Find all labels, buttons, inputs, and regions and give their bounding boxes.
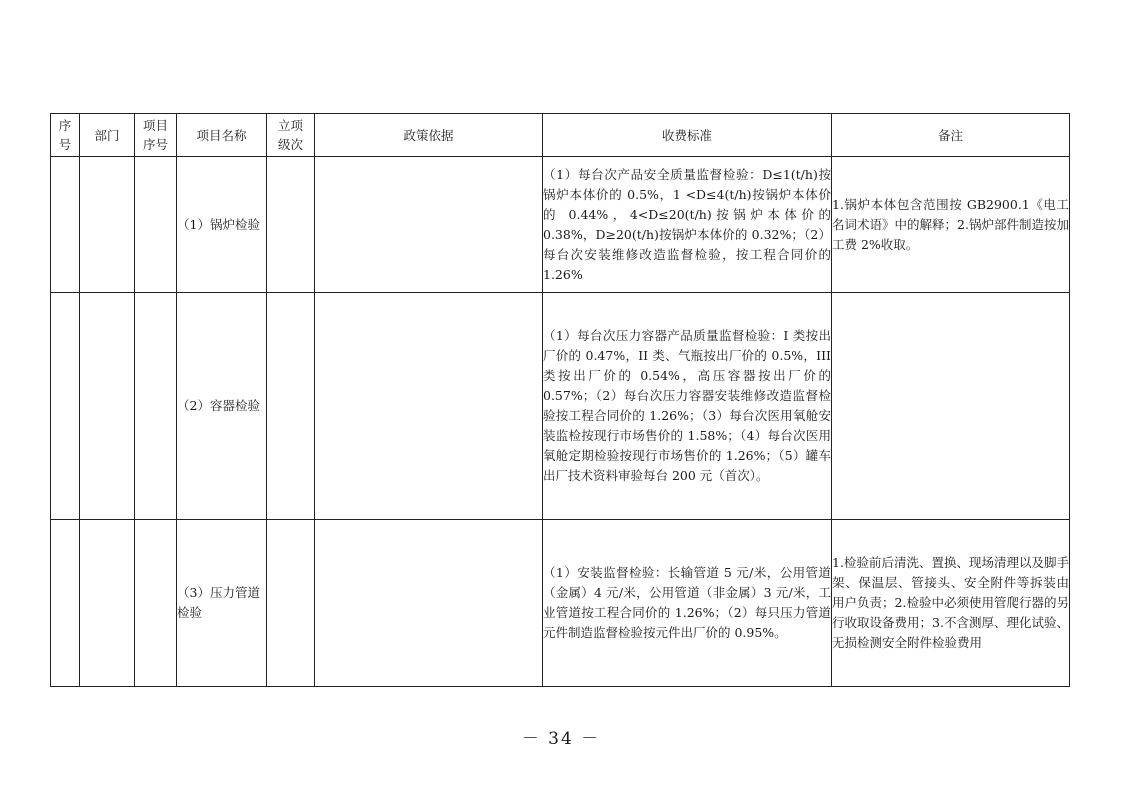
table-row: [51, 520, 1070, 687]
table-row: [51, 293, 1070, 520]
cell-approval-level: [267, 157, 315, 293]
cell-serial: [51, 293, 80, 520]
header-remarks: 备注: [832, 114, 1070, 157]
header-item-serial: 项目序号: [135, 114, 177, 157]
header-department: 部门: [80, 114, 135, 157]
header-serial: 序号: [51, 114, 80, 157]
cell-approval-level: [267, 520, 315, 687]
cell-serial: [51, 520, 80, 687]
cell-item-name: （3）压力管道检验: [177, 520, 267, 687]
cell-department: [80, 157, 135, 293]
cell-fee-standard: （1）安装监督检验：长输管道 5 元/米，公用管道（金属）4 元/米，公用管道（非金属）3 元/米，工业管道按工程合同价的 1.26%；（2）每只压力管道元件制造监督检验按元件出厂价的 0.95%。: [543, 520, 832, 687]
cell-department: [80, 293, 135, 520]
cell-department: [80, 520, 135, 687]
cell-item-serial: [135, 157, 177, 293]
cell-serial: [51, 157, 80, 293]
cell-remarks: 1.检验前后清洗、置换、现场清理以及脚手架、保温层、管接头、安全附件等拆装由用户负责；2.检验中必须使用管爬行器的另行收取设备费用；3.不含测厚、理化试验、无损检测安全附件检验费用: [832, 520, 1070, 687]
cell-item-name: （1）锅炉检验: [177, 157, 267, 293]
cell-approval-level: [267, 293, 315, 520]
cell-policy-basis: [315, 293, 543, 520]
fee-standard-table: [50, 113, 1070, 687]
cell-item-name: （2）容器检验: [177, 293, 267, 520]
cell-remarks: [832, 293, 1070, 520]
table-header-row: [51, 114, 1070, 157]
header-item-name: 项目名称: [177, 114, 267, 157]
cell-policy-basis: [315, 157, 543, 293]
cell-fee-standard: （1）每台次压力容器产品质量监督检验：I 类按出厂价的 0.47%，II 类、气瓶按出厂价的 0.5%，III 类按出厂价的 0.54%，高压容器按出厂价的 0.57%；（2）每台次压力容器安装维修改造监督检验按工程合同价的 1.26%；（3）每台次医用氧舱安装监检按现行市场售价的 1.58%；（4）每台次医用氧舱定期检验按现行市场售价的 1.26%；（5）罐车出厂技术资料审验每台 200 元（首次）。: [543, 293, 832, 520]
header-fee-standard: 收费标准: [543, 114, 832, 157]
header-approval-level: 立项级次: [267, 114, 315, 157]
cell-item-serial: [135, 520, 177, 687]
cell-item-serial: [135, 293, 177, 520]
header-policy-basis: 政策依据: [315, 114, 543, 157]
cell-policy-basis: [315, 520, 543, 687]
page-number: － 34 －: [521, 729, 601, 749]
cell-remarks: 1.锅炉本体包含范围按 GB2900.1《电工名词术语》中的解释；2.锅炉部件制造按加工费 2%收取。: [832, 157, 1070, 293]
cell-fee-standard: （1）每台次产品安全质量监督检验：D≤1(t/h)按锅炉本体价的 0.5%，1 <D≤4(t/h)按锅炉本体价的 0.44%，4<D≤20(t/h)按锅炉本体价的 0.38%，D≥20(t/h)按锅炉本体价的 0.32%；（2）每台次安装维修改造监督检验，按工程合同价的 1.26%: [543, 157, 832, 293]
table-row: [51, 157, 1070, 293]
